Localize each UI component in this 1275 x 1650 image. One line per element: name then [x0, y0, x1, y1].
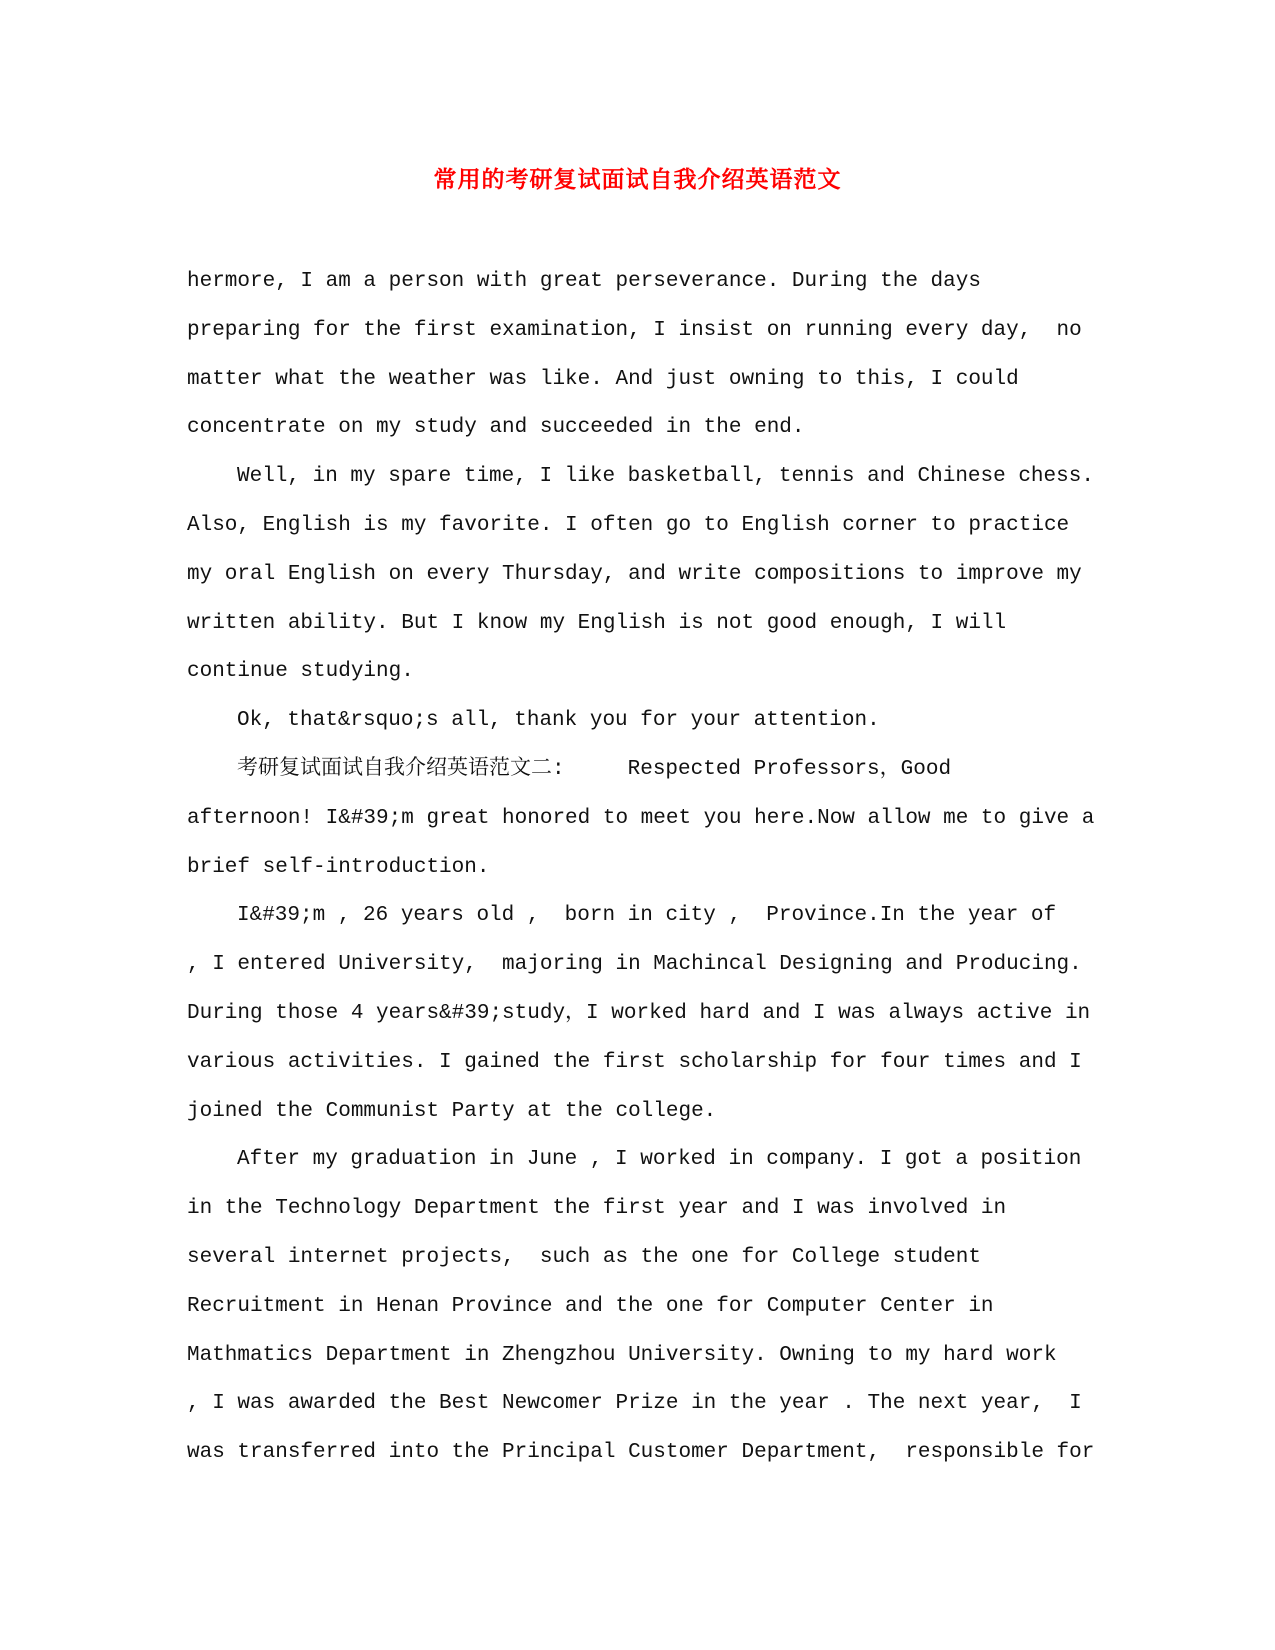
text-line: I&#39;m , 26 years old , born in city , Province.In the year of [237, 904, 1057, 928]
text-line: After my graduation in June , I worked in company. I got a position [237, 1148, 1082, 1172]
text-line: joined the Communist Party at the college. [187, 1099, 717, 1123]
text-line: , I was awarded the Best Newcomer Prize in the year . The next year, I [187, 1392, 1082, 1416]
text-line: Recruitment in Henan Province and the one for Computer Center in [187, 1294, 994, 1318]
text-line: concentrate on my study and succeeded in the end. [187, 416, 805, 440]
text-line: written ability. But I know my English is not good enough, I will [187, 611, 1007, 635]
text-line: matter what the weather was like. And just owning to this, I could [187, 367, 1019, 391]
text-line: , I entered University, majoring in Machincal Designing and Producing. [187, 953, 1082, 977]
text-line: in the Technology Department the first year and I was involved in [187, 1197, 1007, 1221]
text-line: Ok, that&rsquo;s all, thank you for your attention. [237, 709, 880, 733]
text-line: hermore, I am a person with great perseverance. During the days [187, 270, 981, 293]
text-line: brief self-introduction. [187, 855, 490, 879]
text-line: my oral English on every Thursday, and write compositions to improve my [187, 562, 1082, 586]
text-line: During those 4 years&#39;study，I worked hard and I was always active in [187, 1001, 1091, 1025]
text-line: continue studying. [187, 660, 414, 684]
text-line: Also, English is my favorite. I often go to English corner to practice [187, 513, 1070, 537]
text-line: preparing for the first examination, I insist on running every day, no [187, 318, 1082, 342]
document-title: 常用的考研复试面试自我介绍英语范文 [433, 166, 842, 193]
text-line: was transferred into the Principal Customer Department, responsible for [187, 1441, 1095, 1465]
text-line: Mathmatics Department in Zhengzhou University. Owning to my hard work [187, 1343, 1057, 1367]
text-line: Well, in my spare time, I like basketball, tennis and Chinese chess. [237, 465, 1094, 489]
text-line: 考研复试面试自我介绍英语范文二: Respected Professors，Good [237, 757, 952, 781]
text-line: several internet projects, such as the one for College student [187, 1245, 981, 1269]
text-line: various activities. I gained the first scholarship for four times and I [187, 1050, 1082, 1074]
text-line: afternoon! I&#39;m great honored to meet you here.Now allow me to give a [187, 806, 1095, 830]
document-body [187, 258, 1095, 1478]
